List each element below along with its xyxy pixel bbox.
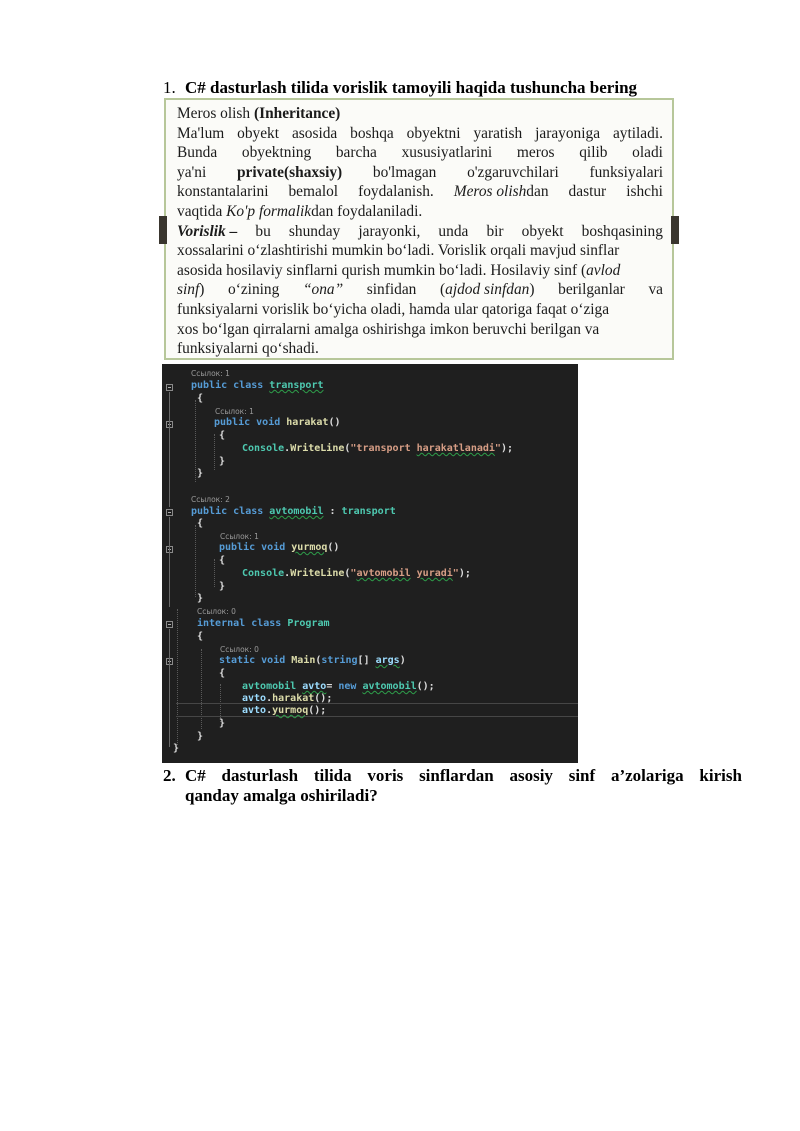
indent-guide xyxy=(201,649,202,729)
code-line: public class avtomobil : transport xyxy=(191,506,396,517)
question-1-number: 1. xyxy=(163,78,176,97)
question-2-text: C# dasturlash tilida voris sinflardan asosiy sinf a’zolariga kirish qanday amalga oshiriladi? xyxy=(185,766,742,805)
code-line: } xyxy=(197,731,204,742)
code-line: { xyxy=(219,555,226,566)
fold-icon xyxy=(166,621,173,628)
excerpt-line: xossalarini o‘zlashtirishi mumkin bo‘ladi. Vorislik orqali mavjud sinflar xyxy=(177,242,620,260)
excerpt-line: vaqtida Ko'p formalikdan foydalaniladi. xyxy=(177,202,423,220)
code-line: } xyxy=(219,456,226,467)
reference-count[interactable]: Ссылок: 2 xyxy=(191,495,230,504)
frame-tab-left xyxy=(159,216,167,244)
indent-guide xyxy=(195,525,196,597)
excerpt-title: Meros olish (Inheritance) xyxy=(177,105,341,122)
code-line: } xyxy=(219,718,226,729)
question-1-text: C# dasturlash tilida vorislik tamoyili haqida tushuncha bering xyxy=(185,78,638,97)
code-line: } xyxy=(219,581,226,592)
code-line: } xyxy=(173,743,180,754)
excerpt-line: xos bo‘lgan qirralarni amalga oshirishga imkon beruvchi berilgan va xyxy=(177,320,600,338)
fold-icon xyxy=(166,509,173,516)
code-line: public void yurmoq() xyxy=(219,542,340,553)
code-line: internal class Program xyxy=(197,618,330,629)
code-line: avto.harakat(); xyxy=(242,693,333,704)
code-line: avtomobil avto= new avtomobil(); xyxy=(242,681,435,692)
reference-count[interactable]: Ссылок: 0 xyxy=(197,607,236,616)
code-line: { xyxy=(197,518,204,529)
code-line: { xyxy=(219,668,226,679)
excerpt-line: ya'ni private(shaxsiy) bo'lmagan o'zgaruvchilari funksiyalari xyxy=(177,163,663,181)
editor-gutter xyxy=(162,364,176,763)
code-screenshot xyxy=(162,364,578,763)
code-line: } xyxy=(197,593,204,604)
code-line: Console.WriteLine("transport harakatlanadi"); xyxy=(242,443,513,454)
fold-line xyxy=(169,517,170,607)
reference-count[interactable]: Ссылок: 1 xyxy=(215,407,254,416)
textbook-excerpt xyxy=(164,98,674,360)
code-line: public void harakat() xyxy=(214,417,341,428)
fold-icon xyxy=(166,384,173,391)
indent-guide xyxy=(177,609,178,745)
reference-count[interactable]: Ссылок: 1 xyxy=(220,532,259,541)
indent-guide xyxy=(214,559,215,587)
excerpt-line: Vorislik – bu shunday jarayonki, unda bir obyekt boshqasining xyxy=(177,222,663,240)
question-2 xyxy=(163,766,743,810)
excerpt-line: funksiyalarni vorislik bo‘yicha oladi, hamda ular qatoriga faqat o‘ziga xyxy=(177,300,610,318)
frame-tab-right xyxy=(671,216,679,244)
question-1 xyxy=(163,78,743,100)
excerpt-line: Bunda obyektning barcha xususiyatlarini meros qilib oladi xyxy=(177,144,663,162)
current-line-highlight xyxy=(176,703,578,717)
excerpt-line: konstantalarini bemalol foydalanish. Meros olishdan dastur ishchi xyxy=(177,183,663,201)
code-line: Console.WriteLine("avtomobil yuradi"); xyxy=(242,568,471,579)
excerpt-line: funksiyalarni qo‘shadi. xyxy=(177,340,319,358)
excerpt-line: asosida hosilaviy sinflarni qurish mumkin bo‘ladi. Hosilaviy sinf (avlod xyxy=(177,261,621,279)
reference-count[interactable]: Ссылок: 1 xyxy=(191,369,230,378)
indent-guide xyxy=(214,434,215,470)
code-line: public class transport xyxy=(191,380,324,391)
fold-line xyxy=(169,629,170,747)
code-line: { xyxy=(197,393,204,404)
question-2-number: 2. xyxy=(163,766,176,785)
code-line: avto.yurmoq(); xyxy=(242,705,327,716)
excerpt-line: sinf) o‘zining “ona” sinfidan (ajdod sinfdan) berilganlar va xyxy=(177,281,663,299)
code-line: } xyxy=(197,468,204,479)
code-line: { xyxy=(197,631,204,642)
excerpt-line: Ma'lum obyekt asosida boshqa obyektni yaratish jarayoniga aytiladi. xyxy=(177,124,663,142)
indent-guide xyxy=(195,400,196,482)
code-line: { xyxy=(219,430,226,441)
reference-count[interactable]: Ссылок: 0 xyxy=(220,645,259,654)
fold-line xyxy=(169,392,170,507)
code-line: static void Main(string[] args) xyxy=(219,655,406,666)
